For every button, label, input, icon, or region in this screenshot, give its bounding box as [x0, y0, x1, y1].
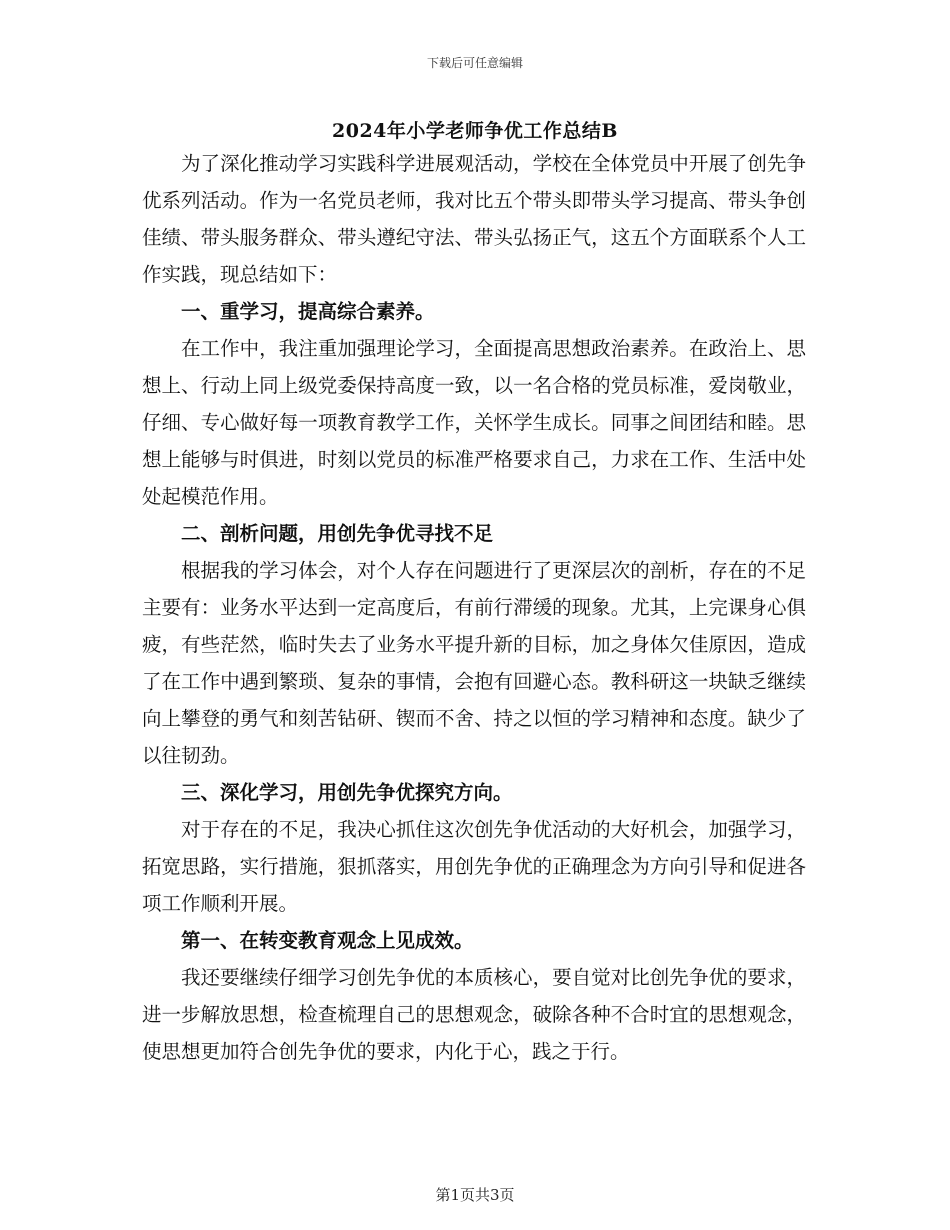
document-title: 2024年小学老师争优工作总结B: [332, 120, 618, 142]
paragraph-section-3: 对于存在的不足，我决心抓住这次创先争优活动的大好机会，加强学习，拓宽思路，实行措施，狠抓落实，用创先争优的正确理念为方向引导和促进各项工作顺利开展。: [142, 818, 806, 915]
page-number: 第1页共3页: [435, 1186, 515, 1204]
document-body: [142, 145, 806, 1070]
paragraph-section-1: 在工作中，我注重加强理论学习，全面提高思想政治素养。在政治上、思想上、行动上同上级党委保持高度一致，以一名合格的党员标准，爱岗敬业，仔细、专心做好每一项教育教学工作，关怀学生成长。同事之间团结和睦。思想上能够与时俱进，时刻以党员的标准严格要求自己，力求在工作、生活中处处起模范作用。: [142, 337, 806, 508]
paragraph-section-2: 根据我的学习体会，对个人存在问题进行了更深层次的剖析，存在的不足主要有：业务水平达到一定高度后，有前行滞缓的现象。尤其，上完课身心俱疲，有些茫然，临时失去了业务水平提升新的目标，加之身体欠佳原因，造成了在工作中遇到繁琐、复杂的事情，会抱有回避心态。教科研这一块缺乏继续向上攀登的勇气和刻苦钻研、锲而不舍、持之以恒的学习精神和态度。缺少了以往韧劲。: [142, 559, 806, 767]
section-heading-3: 三、深化学习，用创先争优探究方向。: [181, 781, 513, 804]
section-heading-2: 二、剖析问题，用创先争优寻找不足: [181, 522, 494, 545]
paragraph-subsection-1: 我还要继续仔细学习创先争优的本质核心，要自觉对比创先争优的要求，进一步解放思想，检查梳理自己的思想观念，破除各种不合时宜的思想观念，使思想更加符合创先争优的要求，内化于心，践之于行。: [142, 966, 806, 1063]
subsection-heading-1: 第一、在转变教育观念上见成效。: [181, 929, 474, 952]
paragraph-intro: 为了深化推动学习实践科学进展观活动，学校在全体党员中开展了创先争优系列活动。作为一名党员老师，我对比五个带头即带头学习提高、带头争创佳绩、带头服务群众、带头遵纪守法、带头弘扬正气，这五个方面联系个人工作实践，现总结如下：: [142, 152, 806, 286]
section-heading-1: 一、重学习，提高综合素养。: [181, 300, 435, 323]
header-note: 下载后可任意编辑: [426, 56, 523, 70]
